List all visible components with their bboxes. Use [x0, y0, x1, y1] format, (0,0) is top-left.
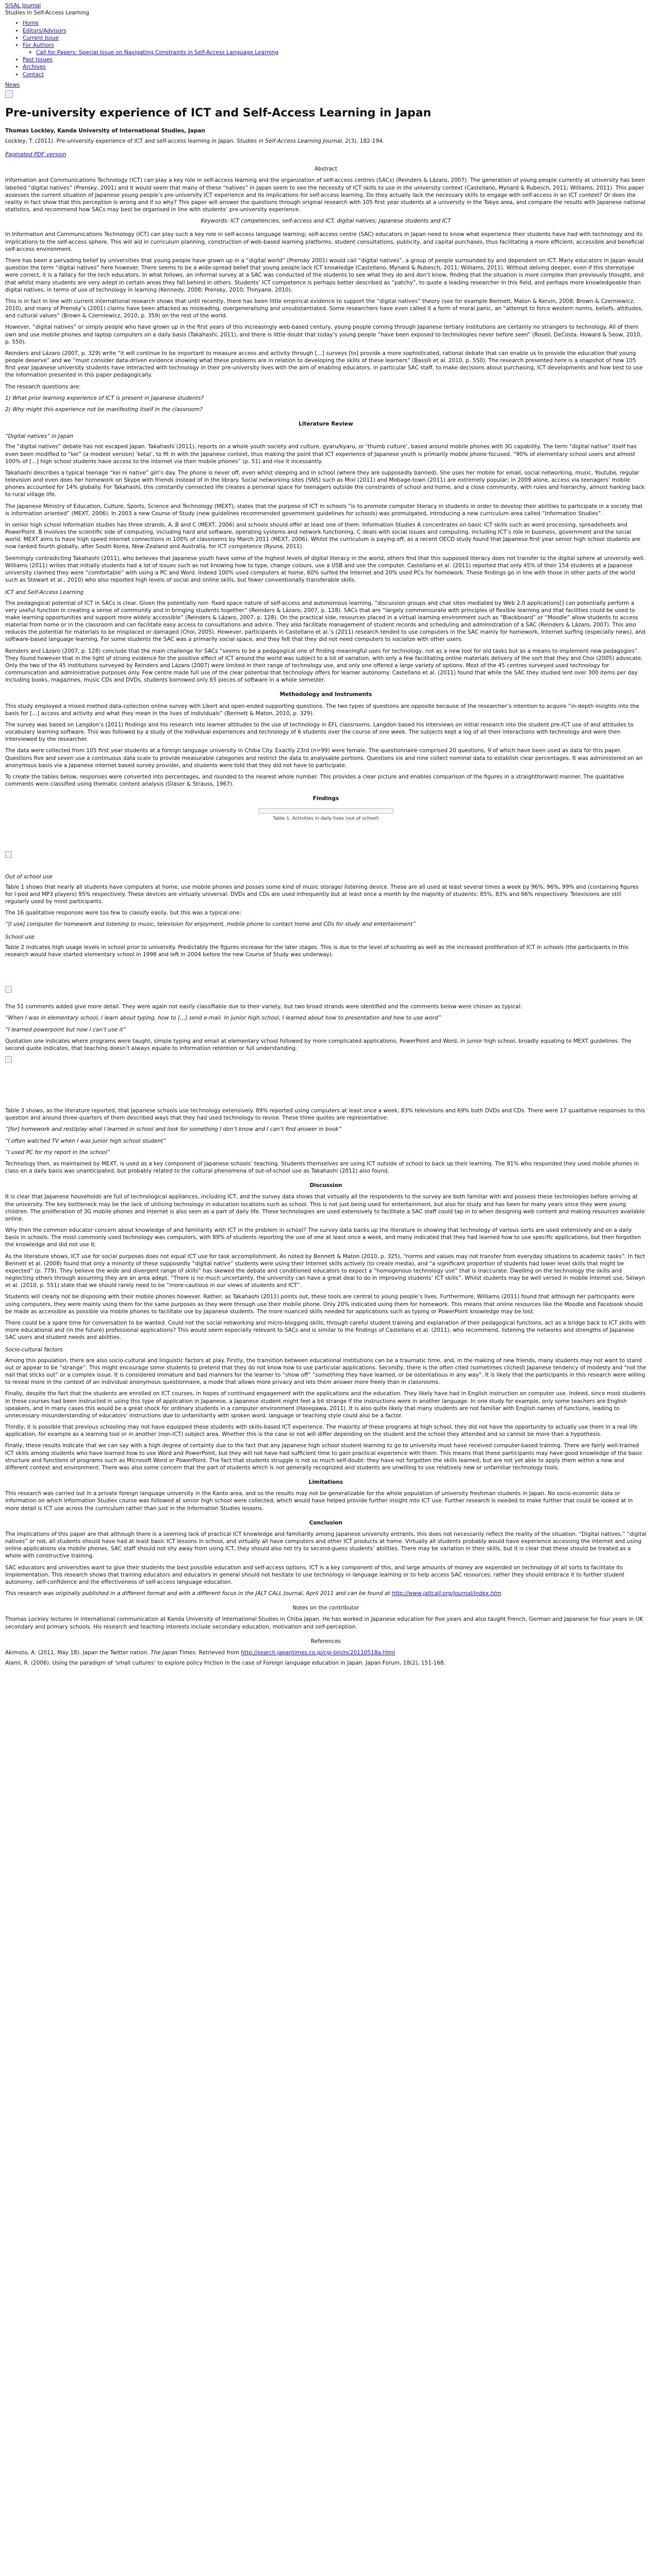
methodology-paragraph: The data were collected from 105 first year students at a foreign language university in Chiba City. Exactly 23rd (n=99) were female. The questionnaire comprised 20 questions, 9 of which have been used as data for this paper. Questions five and seven use a continuous data scale to provide measurable categories and restrict the data to analysable portions. Questions six and nine collect nominal data to establish clear percentages. It was administered on an anonymous basis via a Japanese internet based survey provider, and students were told that they did not have to participate.	[5, 748, 643, 769]
lit-paragraph: Seemingly contradicting Takahashi (2011), who believes that Japanese youth have some of the highest levels of digital literacy in the world, others find that this supposed literacy does not transfer to the digital sphere at university well. Williams (2011) writes that initially students had a lot of issues such as not knowing how to type, change colours, use a USB and use the computer. Castellano et al. (2011) reported that only 45% of their 154 students at a Japanese university claimed they were “comfortable” with using a PC and Word. Indeed 100% used computers at home, 60% surfed the Internet and 20% used PCs for homework. These findings go in line with those in other parts of the world such as Stewart et al., 2010) who also reported high levels of social and online skills, but fewer conventionally transferable skills.	[5, 555, 645, 584]
research-question-1: 1) What prior learning experience of ICT is present in Japanese students?	[5, 395, 204, 401]
intro-paragraph: There has been a pervading belief by universities that young people have grown up in a “digital world” (Prensky 2001) would call “digital natives”, a group of people surrounded by and dependent on ICT. Many educators in Japan would question the term “digital natives” here however. There seems to be a wide-spread belief that young people lack ICT knowledge (Castellano, Mynard & Rubesch, 2011; Williams, 2011). Without delving deeper, even if this stereotype were correct, it is a fallacy for the tech educators. In what follows, an informal survey at a SAC was conducted of the students to see what they do and don’t know, finding that the situation is more complex than previously thought, and that whilst many students are very adept in certain areas they fall behind in others. Students’ ICT competence is perhaps better described as “patchy”, to quote a leading researcher in this field, and perhaps more knowledgeable than digital natives, in terms of use of technology in learning (Kennedy, 2008; Prensky, 2010; Thinyane, 2010).	[5, 257, 644, 293]
limitations-paragraph: This research was carried out in a private foreign language university in the Kanto area, and so the results may not be generalizable for the whole population of university freshman students in Japan. No socio-economic data or information on which Information Studies course was followed at senior high school were collected, which would have helped provide further insight into ICT use. Further research is needed to make further that could be looked at in more detail is ICT use across the curriculum rather than just in the Information Studies lessons.	[5, 1490, 633, 1512]
keywords: Keywords: ICT competencies, self-access and ICT, digital natives; Japanese students and ICT	[201, 218, 451, 225]
reference-journal: The Japan Times.	[151, 1649, 197, 1656]
discussion-paragraph: Students will clearly not be disposing with their mobile phones however. Rather, as Takahashi (2011) points out, these tools are central to young people’s lives. Furthermore, Williams (2011) found that although her participants were using computers, they were mainly using them for the same purposes as they were through use their mobile phone. Only 20% indicated using them for homework. This means that online resources like the Moodle and Facebook should be made as accessible as possible via mobile phones to facilitate use by Japanese students. The more nuanced skills needed for applications such as typing or PowerPoint knowledge may be lost.	[5, 1294, 643, 1315]
nav-subitem-call-for-papers	[36, 49, 647, 56]
lit-subheading-ict-sal: ICT and Self-Access Learning	[5, 589, 84, 596]
citation-suffix: (3), 182-194.	[349, 138, 385, 144]
methodology-paragraph: The survey was based on Langdon’s (2011) findings and his research into learner attitudes to the use of technology in EFL classrooms. Langdon based his interviews on initial research into the student pre-ICT use of and attitudes to vocabulary learning software. This was followed by a study of the individual experiences and technology of 6 students over the course of one week. The subjects kept a log of all their interactions with technology and were then interviewed by the researcher.	[5, 721, 634, 743]
main-nav	[5, 20, 647, 101]
conclusion-paragraph: The implications of this paper are that although there is a seeming lack of practical ICT knowledge and familiarity among Japanese university entrants, this does not necessarily reflect the reality of the situation. “Digital natives,” “digital natives” or not, all students should have had at least basic ICT lessons in school, and virtually all have computers and other ICT products at home. Virtually all students probably would have experience accessing the internet and using online applications via mobile phones. SAC staff should not shy away from using ICT, they should also not try to second-guess students’ abilities. There may be variation in their skills, but it is clear that these should be treated as a whole with constructive training.	[5, 1531, 647, 1560]
student-quote: “[for] homework and rest/play what I learned in school and look for something I don’t know and I can’t find answer in book”	[5, 1126, 342, 1133]
conclusion-heading: Conclusion	[309, 1519, 343, 1526]
nav-item-home	[23, 20, 647, 27]
notes-text: Thomas Lockley lectures in international communication at Kanda University of International Studies in Chiba Japan. He has worked in Japanese education for five years and also taught French, German and Japanese for four years in UK secondary and primary schools. His research and teaching interests include secondary education, motivation and self-perception.	[5, 1616, 643, 1630]
student-quote: “I learned powerpoint but now I can’t use it”	[5, 1026, 126, 1033]
intro-paragraph: However, “digital natives” or simply people who have grown up in the first years of this increasingly web-based century, young people coming through Japanese tertiary institutions are certainly no strangers to technology. All of them own and use mobile phones and laptop computers on a daily basis (Takahashi, 2011), and there is little doubt that today’s young people “have been exposed to technologies never before seen” (Rosell, DeCosta, Howard & Seow, 2010, p. 550).	[5, 324, 642, 345]
discussion-paragraph: It is clear that Japanese households are full of technological appliances, including ICT, and the survey data shows that virtually all the respondents to the survey are both familiar with and possess these technologies before arriving at the university. The key bottleneck may be the lack of utilising technology in education locations such as school. This is not just being used for entertainment, but also for study and has been for many years since they were young children. The proliferation of 3G mobile phones and Internet is also seen as a part of daily life. These technologies are used extensively to facilitate a SAC staff could tap in to when designing web content and making resources available online.	[5, 1194, 645, 1222]
citation-journal: Studies in Self-Access Learning Journal, 2	[237, 138, 349, 144]
nav-item-archives	[23, 63, 647, 71]
discussion-subheading-socio-cultural: Socio-cultural factors	[5, 1347, 63, 1353]
broken-image-icon	[5, 851, 12, 858]
student-quote: “When I was in elementary school, I learn about typing, how to [...] send e-mail. In junior high school, I learned about how to presentation and how to use word”	[5, 1015, 441, 1022]
discussion-paragraph: Among this population, there are also socio-cultural and linguistic factors at play. Firstly, the transition between educational institutions can be a traumatic time, and, in the making of new friends, many students may not want to stand out or appear to be “strange”. This might encourage some students to pretend that they do not know how to use particular applications. Secondly, there is the often cited (sometimes cliched) Japanese tendency of modesty and “not the nail that sticks out” or a complex issue. It is considered immature and bad manners for the learner to “show off” “something they have learned, or be ostentatious in any way”. It is likely that the participants in this research were willing to reveal more in the context of an individual anonymous questionnaire, a mode that allows more privacy and lets them answer more freely than in classrooms.	[5, 1357, 647, 1386]
broken-image-icon	[5, 90, 13, 98]
nav-item-editors	[23, 27, 647, 35]
notes-heading: Notes on the contributor	[292, 1605, 359, 1612]
lit-subheading-digital-natives: “Digital natives” in Japan	[5, 433, 74, 440]
broken-image-icon	[5, 1056, 12, 1063]
table-1-caption: Table 1. Activities in daily lives (out of school)	[273, 816, 379, 822]
findings-paragraph: Quotation one indicates where programs were taught, simple typing and email at elementary school followed by more complicated applications, PowerPoint and Word, in junior high school, broadly equating to MEXT guidelines. The second quote indicates, that teaching doesn’t always equate to information retention or full understanding.	[5, 1038, 632, 1052]
student-quote: “[I use] computer for homework and listening to music, television for enjoyment, mobile phone to contact home and CDs for study and entertainment”	[5, 921, 416, 928]
article-citation	[5, 138, 647, 145]
references-heading: References	[310, 1638, 341, 1645]
intro-paragraph: This is in fact in line with current international research shows that until recently, there has been little empirical evidence to support the “digital natives” theory (see for example Bennett, Maton & Kervin, 2008; Brown & Czerniewicz, 2010), and many of Prensky’s (2001) claims have been attacked as misleading, overgeneralising and unsubstantiated. Some researchers have even called it a form of moral panic, an “attempt to force western norms, beliefs, attitudes, and cultural values” (Brown & Czerniewicz, 2010, p. 359) on the rest of the world.	[5, 298, 643, 319]
abstract-heading: Abstract	[314, 166, 338, 173]
abstract-text: Information and Communications Technology (ICT) can play a key role in self-access learning and the organization of self-access centres (SACs) (Reinders & Lázaro, 2007). The generation of young people currently at university has been labelled “digital natives” (Prensky, 2001) and it would seem that many of these “natives” in Japan seem to see the necessity of ICT skills to use in the university context (Castellano, Mynard & Rubesch, 2011; Williams, 2011). This paper assesses the current situation of Japanese young people’s pre-university ICT experience and its implications for self-access learning. Do they actually lack the necessary skills to engage with self-access in an ICT context? Or does the reality in fact show that this perception is wrong and if so why? This paper will answer the questions through original research with 105 first year students at a university in the Tokyo area, and compare the results with Japanese national statistics, and recommend how SACs may best be organised in line with students’ pre-university experience.	[5, 177, 646, 213]
discussion-heading: Discussion	[309, 1182, 342, 1189]
nav-link-for-authors[interactable]: For Authors	[23, 42, 54, 48]
nav-link-contact[interactable]: Contact	[23, 71, 44, 78]
discussion-paragraph: Finally, despite the fact that the students are enrolled on ICT courses, in hopes of continued engagement with the applications and the education. They likely have had in English instruction on computer use. Indeed, since most students in these courses had been instructed in using this type of application in Japanese, a Japanese student might feel a bit strange if the instructions were in another language. In one study for example, only some teachers are English speakers, and in many cases this would be a great shock for ordinary students in a computer environment (Hasegawa, 2011). It is also quite likely that many students are not familiar with English names of functions, leading to unnecessary misunderstanding of educators’ instructions due to unfamiliarity with spoken word, language or teaching style could also be a factor.	[5, 1391, 646, 1419]
nav-item-current-issue	[23, 35, 647, 42]
article-title: Pre-university experience of ICT and Self-Access Learning in Japan	[5, 107, 432, 120]
findings-heading: Findings	[312, 795, 339, 802]
nav-link-archives[interactable]: Archives	[23, 64, 46, 71]
nav-link-current-issue[interactable]: Current Issue	[23, 35, 59, 41]
reference-item: Alami, R. (2006). Using the paradigm of ‘small cultures’ to explore policy friction in the case of Foreign language education in Japan. Japan Forum, 18(2), 151-168.	[5, 1660, 445, 1667]
nav-item-past-issues	[23, 56, 647, 63]
student-quote: “I used PC for my report in the school”	[5, 1149, 110, 1156]
research-question-2: 2) Why might this experience not be manifesting itself in the classroom?	[5, 406, 203, 413]
discussion-paragraph: There could be a spare time for conversation to be wanted. Could not the social networking and micro-blogging skills, through careful student training and explanation of their pedagogical functions, act as a bridge back to ICT skills with more educational and (in the future) professional applications? This would seem especially relevant to SACs and is similar to the findings of Castellano et al. (2011), who recommend, listening the networks and strengths of Japanese SAC users and student needs and abilities.	[5, 1319, 646, 1341]
nav-link-past-issues[interactable]: Past Issues	[23, 57, 53, 63]
reference-retrieved: Retrieved from	[198, 1649, 239, 1656]
discussion-paragraph: As the literature shows, ICT use for social purposes does not equal ICT use for task accomplishment. As noted by Bennett & Maton (2010, p. 325), “norms and values may not transfer from everyday situations to academic tasks”. In fact Bennett et al. (2008) found that only a minority of these supposedly “digital native” students were using their Internet skills actively (to create media), and “a significant proportion of students had lower level skills that might be expected” (p. 779). They believe the wide and divergent range of skills” has skewed the debate and conditioned educators to expect a “homogenous technology use” that is inaccurate. Dwelling on the technology the skills and neglecting others through assuming they are an area adept. “There is no much uncertainty, the university can have a great deal to do in improving students’ ICT skills”. Whilst students may be well versed in mobile Internet use, Selwyn et al. (2010, p. 551) state that we should rarely need to be “more-cautious in our views of students and ICT”.	[5, 1253, 646, 1289]
findings-paragraph: The 16 qualitative responses were too few to classify easily, but this was a typical one:	[5, 910, 241, 917]
reference-link[interactable]: http://search.japantimes.co.jp/cgi-bin/nc20110518a.html	[241, 1649, 395, 1656]
publication-note-text: This research was originally published in a different format and with a different focus in the JALT CALL Journal, April 2011 and can be found at	[5, 1590, 390, 1597]
article-author: Thomas Lockley, Kanda University of International Studies, Japan	[5, 127, 205, 134]
lit-paragraph: The “digital natives” debate has not escaped Japan. Takahashi (2011), reports on a whole youth society and culture, gyaru/kyaru, or ‘thumb culture’, based around mobile phones with 3G capability. The term “digital native” itself has even been modified to “kei” (a modest version) ‘ketai’, to fit in with the Japanese context, thus making the point that ICT experience of Japanese youth is primarily mobile phone focused. “90% of elementary school users and almost 100% of [...] high school students have access to the internet via their mobile phones” (p. 51) and rise it incessantly.	[5, 444, 637, 465]
student-quote: “I often watched TV when I was junior high school student”	[5, 1138, 166, 1144]
findings-paragraph: The 51 comments added give more detail. They were again not easily classifiable due to their variety, but two broad strands were identified and the comments below were chosen as typical:	[5, 1004, 522, 1010]
limitations-heading: Limitations	[308, 1479, 343, 1486]
reference-text: Akimoto, A. (2011, May 18). Japan the Twitter nation.	[5, 1649, 149, 1656]
pdf-version-link[interactable]: Paginated PDF version	[5, 151, 67, 158]
intro-paragraph: In Information and Communications Technology (ICT) can play such a key role in self-access language learning; self-access centre (SAC) educators in Japan need to know what experience their students have had with technology and its implications to the self-access sphere. This will aid in curriculum planning, construction of web-based learning platforms, student consultations, publicity, and capital purchases, thus facilitating a more efficient, accessible and beneficial self-access environment.	[5, 231, 644, 252]
lit-paragraph: Takahashi describes a typical teenage “kei ni native” girl’s day. The phone is never off, even whilst sleeping and in school (where they are supposedly banned). She uses her mobile for email, social networking, music, Youtube, regular television and even does her homework on Skype with friends instead of in the library. Social networking sites (SNS) such as Mixi (2011) and Mobage-town (2011) are extremely popular; in 2009 alone, access via teenagers’ mobile phones accounted for 14% globally. For Takahashi, this constantly connected life creates a personal space for teenagers outside the constraints of school and home, and a close community, with rules and hierarchy, almost harking back to rural village life.	[5, 469, 645, 498]
discussion-paragraph: Thirdly, it is possible that previous schooling may not have equipped these students with skills-based ICT experience. The majority of these programs at high school, they did not have the opportunity to actually use them in a real life application, for example as a learning tool or in another (non-ICT) subject area. Whether this is the case or not will differ depending on the student and the school they attended and so cannot be more than a hypothesis.	[5, 1424, 638, 1438]
findings-paragraph: Technology then, as maintained by MEXT, is used as a key component of Japanese schools’ teaching. Students themselves are using ICT outside of school to back up their learning. The 81% who responded they used mobile phones in class on a daily basis was unanticipated, but probably related to the cultural phenomena of out-of-school use as Takahashi (2011) also found.	[5, 1160, 639, 1175]
findings-subheading-out-of-school: Out of school use	[5, 873, 53, 880]
findings-paragraph: Table 1 shows that nearly all students have computers at home, use mobile phones and posses some kind of music storage/ listening device. These are all used at least several times a week by 96%, 96%, 99% and (containing figures for I-pod and MP3 players) 95% respectively. These devices are virtually universal. DVDs and CDs are used infrequently but at least once a month by the majority of students: 85%, 83% and 66% respectively. Televisions are still regularly used by most participants.	[5, 884, 639, 905]
findings-paragraph: Table 3 shows, as the literature reported, that Japanese schools use technology extensively. 89% reported using computers at least once a week, 83% televisions and 69% both DVDs and CDs. There were 17 qualitative responses to this question and around three-quarters of them described ways that they had used technology to revise. These three quotes are representative:	[5, 1108, 646, 1122]
news-link[interactable]: News	[5, 81, 20, 88]
nav-item-for-authors	[23, 42, 647, 56]
methodology-paragraph: To create the tables below, responses were converted into percentages, and rounded to the nearest whole number. This provides a clear picture and enables comparison of the figures in a straightforward manner. The qualitative comments were classified using thematic content analysis (Glaser & Strauss, 1967).	[5, 773, 624, 788]
lit-paragraph: The pedagogical potential of ICT in SACs is clear. Given the potentially non- fixed space nature of self-access and autonomous learning, “discussion groups and chat sites mediated by Web 2.0 applications[] can potentially perform a very useful function in creating a sense of community and in bringing students together” (Reinders & Lázaro, 2007, p. 128). SACs that are “largely commensurate with principles of flexible learning and that facilities could be used to make learning opportunities and support more widely accessible” (Reinders & Lázaro, 2007, p. 128). On the practical side, resources placed in a virtual learning environment such as “Blackboard” or “Moodle” allow students to access material from home or in the classroom and can facilitate easy access to consultations and advice. They also facilitate management of student records and scheduling and administration of a SAC (Reinders & Lázaro, 2007). This also reduces the potential for materials to be misplaced or damaged (Choi, 2005). However, participants in Castellano et al.’s (2011) research tended to use computers in the SAC mainly for homework, Internet surfing (especially news), and software-based language learning. For some students the SAC was a primarily social space, and they felt that they did not need computers to socialize with other users.	[5, 600, 646, 643]
conclusion-paragraph: SAC educators and universities want to give their students the best possible education and self-access options. ICT is a key component of this, and large amounts of money are expended on technology of all sorts to facilitate its implementation. This research shows that training educators and educators in general should not hesitate to use technology in language learning or to help access SAC resources; rather they should embrace it to further student autonomy, self-confidence and the effectiveness of self-access language education.	[5, 1564, 625, 1585]
lit-paragraph: The Japanese Ministry of Education, Culture, Sports, Science and Technology (MEXT), states that the purpose of ICT in schools “is to promote computer literacy in students in order to develop their abilities to participate in a society that is information oriented” (MEXT, 2006). In 2003 a new Course of Study (new guidelines recommended government guidelines for schools) was promulgated, introducing a new curriculum area called “Information Studies”.	[5, 503, 643, 517]
findings-subheading-school: School use	[5, 934, 35, 940]
citation-prefix: Lockley, T. (2011). Pre-university experience of ICT and self-access learning in Japan.	[5, 138, 235, 144]
lit-paragraph: Reinders and Lázaro (2007, p. 128) conclude that the main challenge for SACs “seems to be a pedagogical one of finding meaningful uses for technology, not as a new tool for old tasks but as a means to implement new pedagogies”. They found however that in the light of strong evidence for the positive effect of ICT around the world was subject to a lot of variation, with only a few facilitating online materials delivery of the sort that they and Choi (2005) advocate. Only the two of the 45 institutions surveyed by Reinders and Lázaro (2007) were limited in their range of technology use, and only one offered a large variety of options. Most of the 45 centres surveyed used technology for communication and administrative purposes only. Few centre made full use of the clear potential that technology offers for learner autonomy. Castellano et al. (2011) found that while the SAC they studied lent over 300 items per day including books, magazines, music CDs and DVDs, students borrowed only 65 pieces of software in a whole semester.	[5, 648, 643, 684]
lit-paragraph: In senior high school information studies has three strands, A, B and C (MEXT, 2006) and schools should offer at least one of them. Information Studies A concentrates on basic ICT skills such as word processing, spreadsheets and PowerPoint. B involves the scientific side of computing, including hard and software, operating systems and network functioning. C deals with social issues and computing, including ICT’s role in business, government and the social world. MEXT aims to have high speed internet connections in 100% of classrooms by March 2011 (MEXT, 2006). Whilst the curriculum is paying off, as a recent OECD study found that Japanese first year senior high school students are now ranked fourth globally, after South Korea, New-Zealand and Australia, for ICT competence (Ryuna, 2011).	[5, 521, 641, 550]
discussion-paragraph: Why then the common educator concern about knowledge of and familiarity with ICT in the problem in school? The survey data backs up the literature in showing that technology of various sorts are used extensively and on a daily basis in schools. The most commonly used technology was computers, with 89% of students reporting the use of one at least once a week, and many indicated that they had learned how to use specific applications, but then forgotten the knowledge and did not use it.	[5, 1227, 641, 1248]
intro-paragraph: Reinders and Lázaro (2007, p. 329) write “it will continue to be important to measure access and activity through [...] surveys [to] provide a more sophisticated, rational debate that can enable us to provide the education that young people deserve” and we “must consider data-driven evidence showing what these problems are in relation to developing the skills of these learners” (Bassili et al. 2010, p. 550). The research presented here is a snapshot of how 105 first year Japanese university students have interacted with technology in their pre-university lives with the aim of enabling educators, in particular SAC staff, to make decisions about purchasing, ICT developments and how best to use the information presented in this paper pedagogically.	[5, 350, 643, 379]
questions-lead: The research questions are:	[5, 383, 81, 390]
nav-item-contact	[23, 71, 647, 78]
site-header	[5, 2, 647, 16]
discussion-paragraph: Finally, these results indicate that we can say with a high degree of certainty due to the fact that any Japanese high school student learning to go to university must have received computer-based training. There are fairly well-trained ICT skills among students who have learned how to use Word and PowerPoint, but they will not have had sufficient time to gain practical experience with them. This means that these participants may have good knowledge of the basic structure and functions of programs such as Microsoft Word or PowerPoint. The fact that students struggle is not so much self-doubt: they have not forgotten the skills learned, but are not yet able to apply them within a new and different context and environment. There was also some concern that the part of students which is not generally recognized and students are unwilling to use relatively new or unfamiliar technology tools.	[5, 1443, 643, 1471]
table-1-image	[258, 808, 393, 814]
site-subtitle: Studies in Self-Access Learning	[5, 10, 89, 16]
methodology-heading: Methodology and Instruments	[279, 691, 372, 698]
site-title-link[interactable]: SiSAL Journal	[5, 3, 41, 9]
jaltcall-link[interactable]: http://www.jaltcall.org/journal/index.htm	[391, 1590, 502, 1597]
methodology-paragraph: This study employed a mixed method data-collection online survey with Likert and open-ended supporting questions. The two types of questions are opposite because of the researcher’s intention to acquire “in-depth insights into the basis for [...] access and activity and what they mean in the lives of individuals” (Bennett & Maton, 2010, p. 329).	[5, 703, 639, 717]
publication-note	[5, 1590, 647, 1597]
broken-image-icon	[5, 986, 12, 993]
reference-item	[5, 1649, 647, 1656]
nav-link-editors[interactable]: Editors/Advisors	[23, 27, 67, 34]
nav-link-call-for-papers[interactable]: Call for Papers: Special Issue on Navigating Constraints in Self-Access Language Learning	[36, 49, 278, 56]
findings-paragraph: Table 2 indicates high usage levels in school prior to university. Predictably the figures increase for the later stages. This is due to the level of schooling as well as the increased proliferation of ICT in schools (the participants in this research would have started elementary school in 1998 and left in 2004 before the new Course of Study was underway).	[5, 944, 629, 958]
nav-link-home[interactable]: Home	[23, 20, 39, 27]
lit-review-heading: Literature Review	[299, 421, 353, 428]
